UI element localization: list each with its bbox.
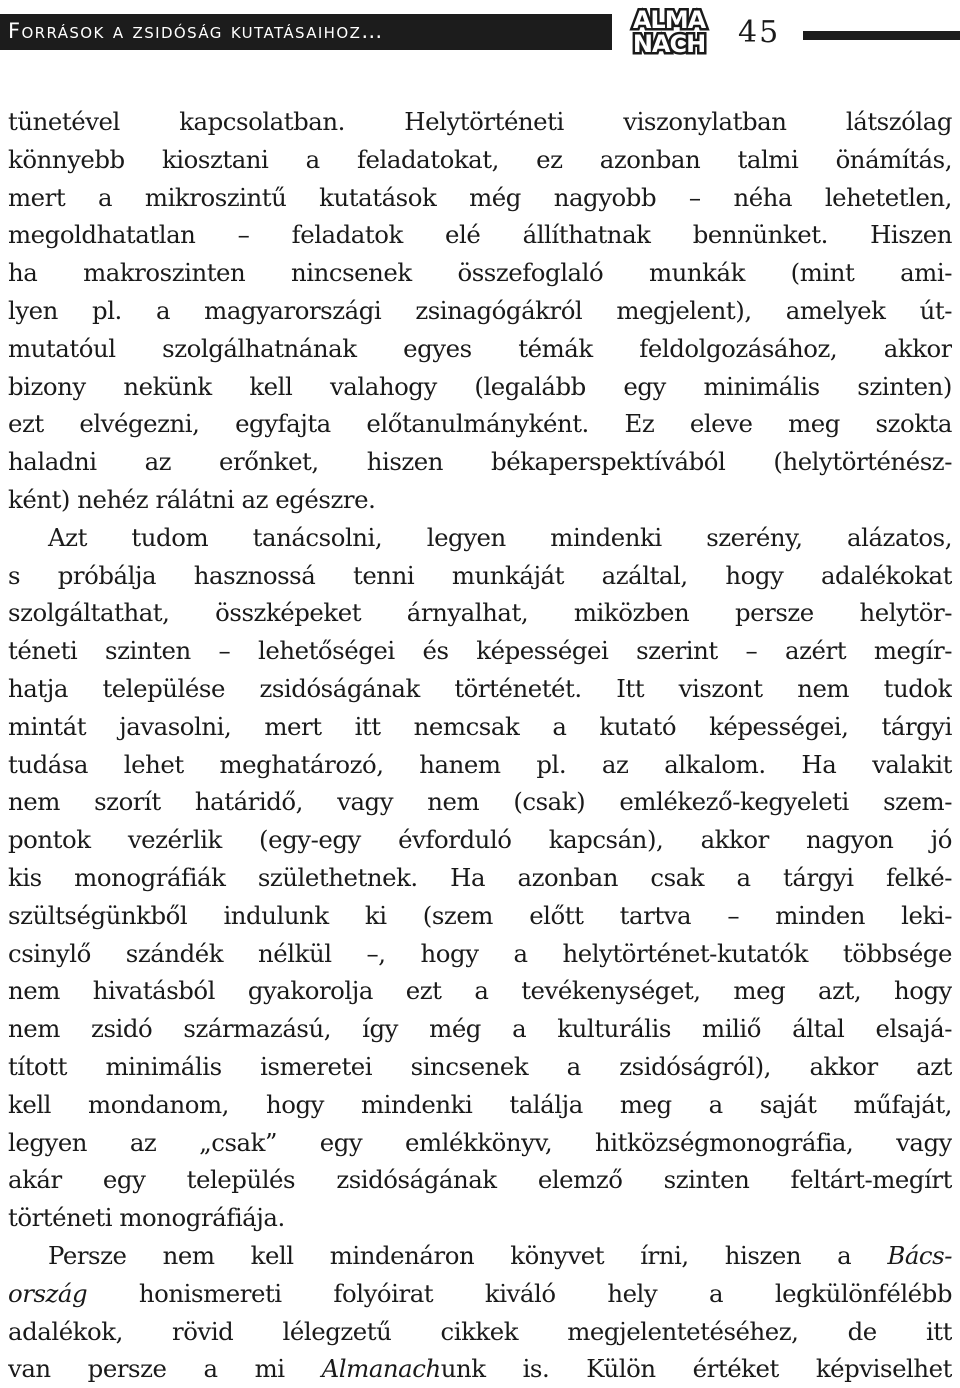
- text-line: tünetével kapcsolatban. Helytörténeti viszonylatban látszólag: [8, 107, 952, 136]
- text-line: nem hivatásból gyakorolja ezt a tevékenységet, meg azt, hogy: [8, 976, 952, 1006]
- header-rule: [803, 31, 960, 40]
- text-line: bizony nekünk kell valahogy (legalább egy minimális szinten): [8, 371, 952, 401]
- text-line: szolgáltathat, összképeket árnyalhat, miközben persze helytör-: [8, 598, 952, 628]
- text-line: Azt tudom tanácsolni, legyen mindenki szerény, alázatos,: [48, 522, 952, 552]
- page-number: 45: [738, 15, 781, 50]
- text-line: kell mondanom, hogy mindenki találja meg a saját műfaját,: [8, 1089, 952, 1119]
- text-line: [8, 1237, 952, 1275]
- italic-segment: Almanach: [321, 1354, 441, 1384]
- text-line: nem zsidó származású, így még a kulturális miliő által elsajá-: [8, 1014, 952, 1044]
- almanach-logo: [621, 2, 717, 58]
- text-segment: honismereti folyóirat kiváló hely a legkülönfélébb: [87, 1278, 952, 1308]
- text-line: ként) nehéz rálátni az egészre.: [8, 484, 376, 514]
- text-line: [8, 1275, 952, 1313]
- text-segment: van persze a mi: [8, 1354, 322, 1384]
- text-line: mintát javasolni, mert itt nemcsak a kutató képességei, tárgyi: [8, 711, 952, 741]
- text-line: szültségünkből indulunk ki (szem előtt tartva – minden leki-: [8, 900, 952, 930]
- text-line: könnyebb kiosztani a feladatokat, ez azonban talmi önámítás,: [8, 144, 952, 174]
- text-segment: unk is. Külön értéket képviselhet: [440, 1354, 952, 1384]
- text-line: [8, 1350, 952, 1388]
- text-line: s próbálja hasznossá tenni munkáját azáltal, hogy adalékokat: [8, 560, 952, 590]
- text-line: haladni az erőnket, hiszen békaperspektívából (helytörténész-: [8, 447, 952, 477]
- text-line: csinylő szándék nélkül –, hogy a helytörténet-kutatók többsége: [8, 938, 952, 968]
- italic-segment: ország: [8, 1278, 88, 1308]
- text-line: tudása lehet meghatározó, hanem pl. az alkalom. Ha valakit: [8, 749, 952, 779]
- text-line: pontok vezérlik (egy-egy évforduló kapcsán), akkor nagyon jó: [8, 825, 952, 855]
- text-line: legyen az „csak” egy emlékkönyv, hitközségmonográfia, vagy: [8, 1127, 952, 1157]
- text-line: lyen pl. a magyarországi zsinagógákról megjelent), amelyek út-: [8, 295, 952, 325]
- text-line: történeti monográfiája.: [8, 1203, 285, 1233]
- text-line: tított minimális ismeretei sincsenek a zsidóságról), akkor azt: [8, 1051, 952, 1081]
- text-line: nem szorít határidő, vagy nem (csak) emlékező-kegyeleti szem-: [8, 787, 952, 817]
- text-line: kis monográfiák születhetnek. Ha azonban csak a tárgyi felké-: [8, 862, 952, 892]
- text-line: megoldhatatlan – feladatok elé állíthatnak bennünket. Hiszen: [8, 220, 952, 250]
- text-line: ha makroszinten nincsenek összefoglaló munkák (mint ami-: [8, 258, 952, 288]
- page-header: [0, 0, 960, 62]
- text-segment: Persze nem kell mindenáron könyvet írni, hiszen a: [48, 1240, 888, 1270]
- text-line: ezt elvégezni, egyfajta előtanulmányként. Ez eleve meg szokta: [8, 409, 952, 439]
- italic-segment: Bács-: [887, 1240, 952, 1270]
- text-line: akár egy település zsidóságának elemző szinten feltárt-megírt: [8, 1165, 952, 1195]
- logo-text-top: ALMA: [632, 6, 706, 34]
- body-text: [8, 103, 952, 1388]
- text-line: mert a mikroszintű kutatások még nagyobb – néha lehetetlen,: [8, 182, 952, 212]
- text-line: mutatóul szolgálhatnának egyes témák feldolgozásához, akkor: [8, 333, 952, 363]
- text-line: hatja települése zsidóságának történetét. Itt viszont nem tudok: [8, 673, 952, 703]
- running-title: Források a zsidóság kutatásaihoz…: [8, 19, 384, 43]
- text-line: téneti szinten – lehetőségei és képességei szerint – azért megír-: [8, 636, 952, 666]
- logo-text-bottom: NACH: [632, 30, 706, 58]
- text-line: adalékok, rövid lélegzetű cikkek megjelentetéséhez, de itt: [8, 1316, 952, 1346]
